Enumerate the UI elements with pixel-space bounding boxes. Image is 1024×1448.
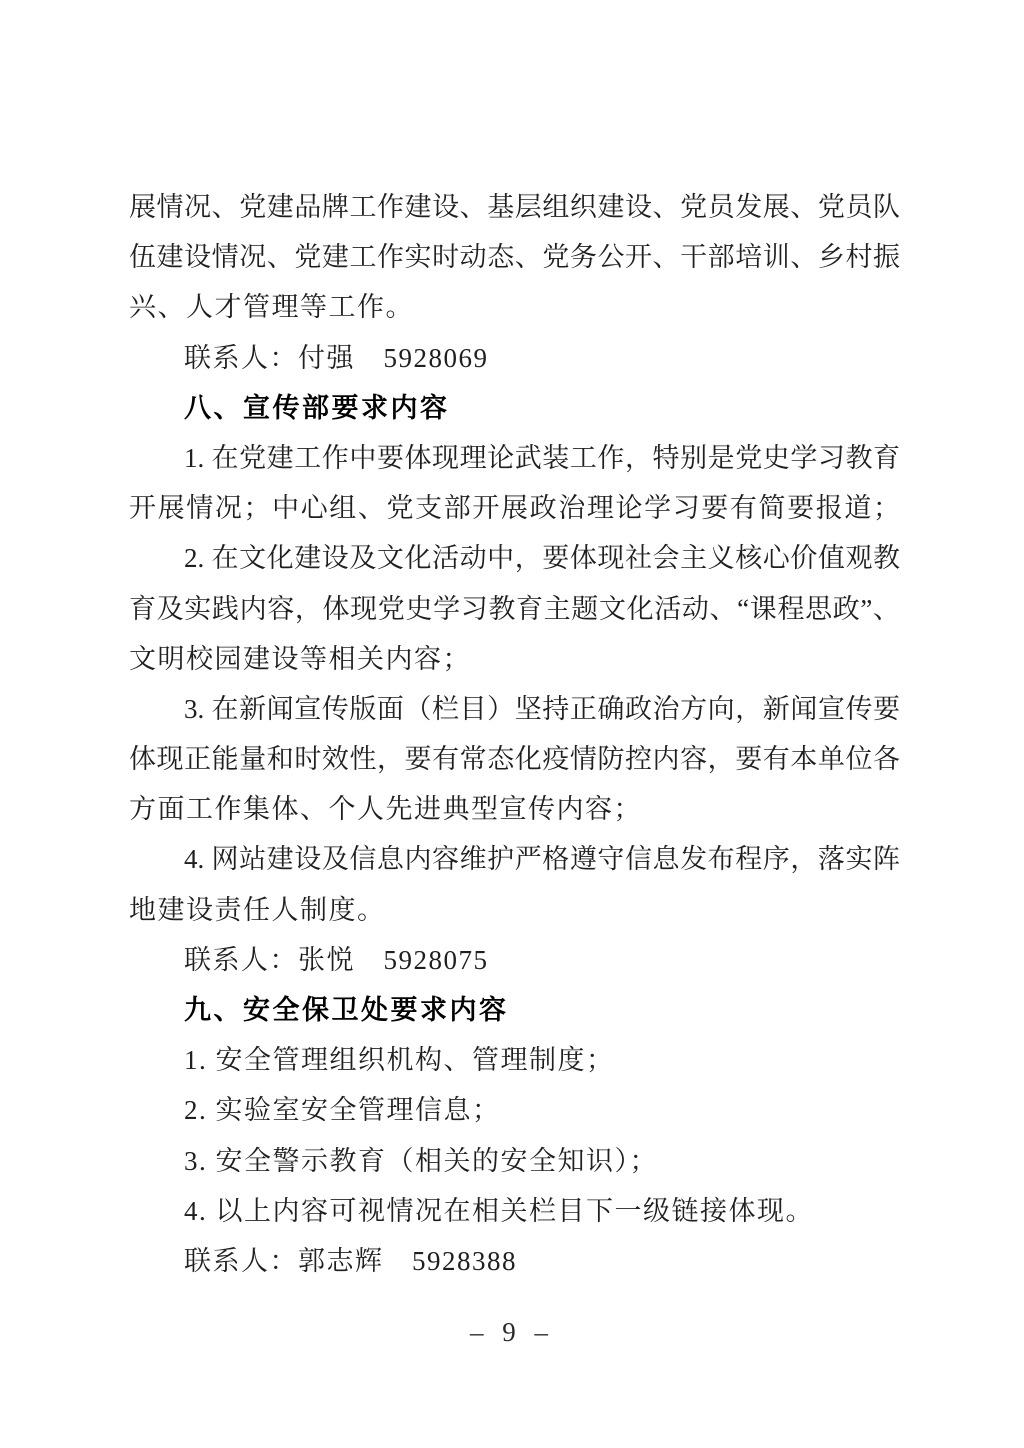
contact-line: 联系人：付强 5928069 xyxy=(184,342,489,373)
text-line: 1. 在党建工作中要体现理论武装工作，特别是党史学习教育 xyxy=(184,442,900,473)
text-line: 兴、人才管理等工作。 xyxy=(129,292,414,323)
page-number: – 9 – xyxy=(470,1317,554,1347)
text-line: 3. 安全警示教育（相关的安全知识）； xyxy=(184,1145,658,1176)
text-block xyxy=(129,182,900,1286)
text-line: 方面工作集体、个人先进典型宣传内容； xyxy=(129,794,642,825)
text-line: 1. 安全管理组织机构、管理制度； xyxy=(184,1045,615,1076)
contact-line: 联系人：张悦 5928075 xyxy=(184,944,489,975)
contact-line: 联系人：郭志辉 5928388 xyxy=(184,1245,517,1276)
text-line: 开展情况；中心组、党支部开展政治理论学习要有简要报道； xyxy=(129,493,900,524)
text-line: 地建设责任人制度。 xyxy=(129,894,386,925)
text-line: 伍建设情况、党建工作实时动态、党务公开、干部培训、乡村振 xyxy=(129,242,900,273)
text-line: 2. 在文化建设及文化活动中，要体现社会主义核心价值观教 xyxy=(184,543,900,574)
text-line: 4. 网站建设及信息内容维护严格遵守信息发布程序，落实阵 xyxy=(184,844,900,875)
section-heading: 八、宣传部要求内容 xyxy=(184,392,450,423)
section-heading: 九、安全保卫处要求内容 xyxy=(184,995,509,1025)
text-line: 文明校园建设等相关内容； xyxy=(129,643,471,674)
text-line: 3. 在新闻宣传版面（栏目）坚持正确政治方向，新闻宣传要 xyxy=(184,693,900,724)
text-line: 2. 实验室安全管理信息； xyxy=(184,1095,501,1126)
text-line: 4. 以上内容可视情况在相关栏目下一级链接体现。 xyxy=(184,1195,814,1226)
text-line: 体现正能量和时效性，要有常态化疫情防控内容，要有本单位各 xyxy=(129,744,900,775)
text-line: 展情况、党建品牌工作建设、基层组织建设、党员发展、党员队 xyxy=(129,192,900,222)
text-line: 育及实践内容，体现党史学习教育主题文化活动、“课程思政”、 xyxy=(129,593,900,624)
